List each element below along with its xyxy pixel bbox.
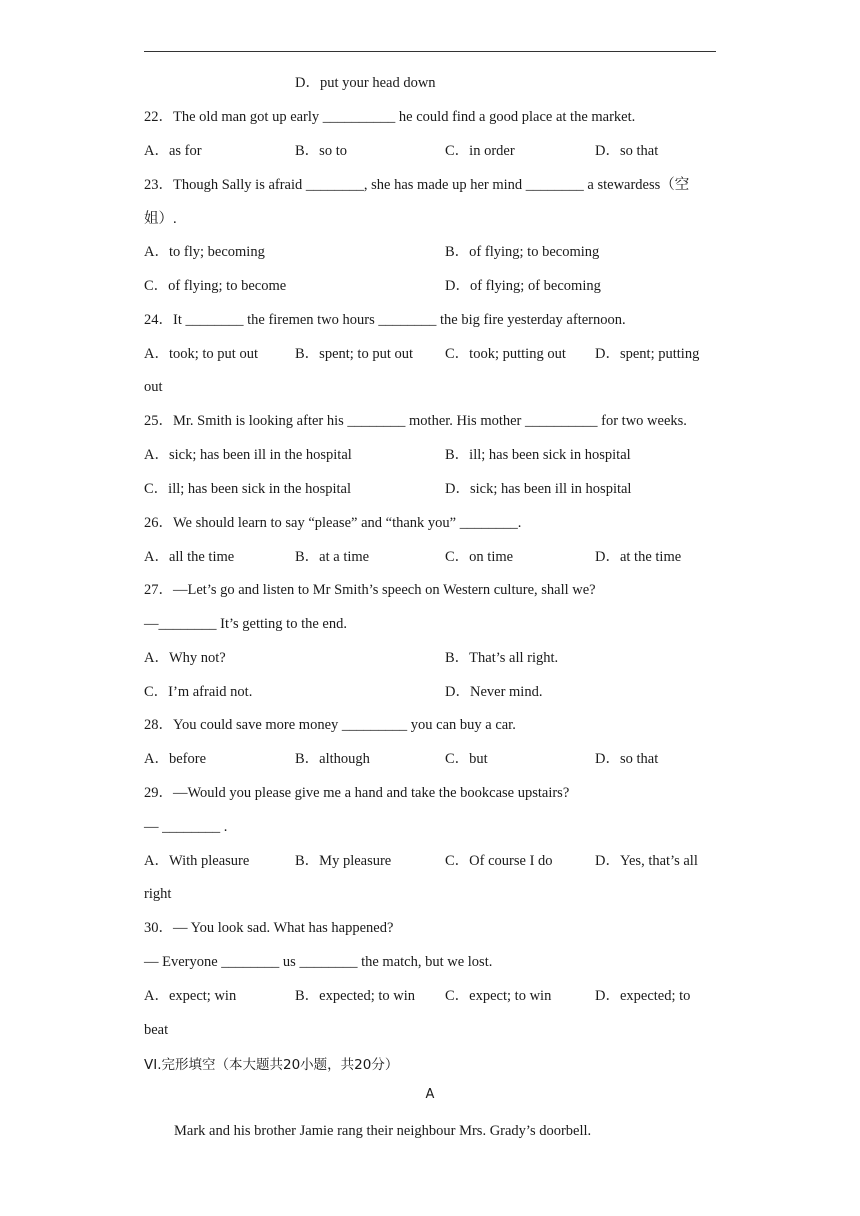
q28-option-b: B．although — [295, 751, 370, 767]
q24-option-d-cont: out — [144, 379, 163, 395]
q25-option-d: D．sick; has been ill in hospital — [445, 481, 632, 497]
q25-option-b: B．ill; has been sick in hospital — [445, 447, 631, 463]
q29-option-a: A．With pleasure — [144, 853, 250, 869]
q26-option-b: B．at a time — [295, 549, 370, 565]
q30-option-d-cont: beat — [144, 1022, 169, 1038]
q29-option-d-cont: right — [144, 886, 172, 902]
q30-option-c: C．expect; to win — [445, 988, 552, 1004]
header-rule — [144, 51, 716, 52]
q27-stem: 27．—Let’s go and listen to Mr Smith’s speech on Western culture, shall we? — [144, 582, 596, 598]
q24-option-b: B．spent; to put out — [295, 346, 414, 362]
q28-option-c: C．but — [445, 751, 488, 767]
q29-option-c: C．Of course I do — [445, 853, 553, 869]
q29-stem-cont: — ________ . — [144, 819, 228, 835]
q30-option-b: B．expected; to win — [295, 988, 416, 1004]
q22-option-c: C．in order — [445, 143, 515, 159]
q22-stem: 22．The old man got up early __________ he could find a good place at the market. — [144, 109, 636, 125]
q24-option-d: D．spent; putting — [595, 346, 700, 362]
section-title: VI.完形填空（本大题共20小题，共20分） — [144, 1057, 399, 1073]
q30-stem: 30．— You look sad. What has happened? — [144, 920, 394, 936]
q23-option-d: D．of flying; of becoming — [445, 278, 601, 294]
q25-stem: 25．Mr. Smith is looking after his ________ mother. His mother __________ for two weeks. — [144, 413, 687, 429]
q23-option-b: B．of flying; to becoming — [445, 244, 600, 260]
q26-stem: 26．We should learn to say “please” and “thank you” ________. — [144, 515, 522, 531]
q23-option-a: A．to fly; becoming — [144, 244, 265, 260]
q22-option-d: D．so that — [595, 143, 659, 159]
q26-option-c: C．on time — [445, 549, 514, 565]
q30-stem-cont: — Everyone ________ us ________ the match, but we lost. — [144, 954, 493, 970]
q25-option-c: C．ill; has been sick in the hospital — [144, 481, 352, 497]
passage-label: A — [425, 1087, 435, 1102]
q28-option-a: A．before — [144, 751, 207, 767]
q21-option-d: D．put your head down — [295, 75, 436, 91]
q22-option-b: B．so to — [295, 143, 347, 159]
q29-stem: 29．—Would you please give me a hand and take the bookcase upstairs? — [144, 785, 570, 801]
q23-stem-cont: 姐）. — [144, 211, 177, 227]
q23-stem: 23．Though Sally is afraid ________, she has made up her mind ________ a stewardess（空 — [144, 177, 690, 193]
q24-option-c: C．took; putting out — [445, 346, 566, 362]
q28-stem: 28．You could save more money _________ you can buy a car. — [144, 717, 516, 733]
q23-option-c: C．of flying; to become — [144, 278, 287, 294]
q29-option-d: D．Yes, that’s all — [595, 853, 698, 869]
q27-stem-cont: —________ It’s getting to the end. — [144, 616, 347, 632]
q29-option-b: B．My pleasure — [295, 853, 392, 869]
q30-option-a: A．expect; win — [144, 988, 237, 1004]
q27-option-a: A．Why not? — [144, 650, 226, 666]
q27-option-d: D．Never mind. — [445, 684, 543, 700]
q27-option-b: B．That’s all right. — [445, 650, 559, 666]
q28-option-d: D．so that — [595, 751, 659, 767]
q24-option-a: A．took; to put out — [144, 346, 258, 362]
q27-option-c: C．I’m afraid not. — [144, 684, 253, 700]
q30-option-d: D．expected; to — [595, 988, 691, 1004]
q24-stem: 24．It ________ the firemen two hours ________ the big fire yesterday afternoon. — [144, 312, 626, 328]
q22-option-a: A．as for — [144, 143, 202, 159]
q26-option-d: D．at the time — [595, 549, 682, 565]
q25-option-a: A．sick; has been ill in the hospital — [144, 447, 352, 463]
q26-option-a: A．all the time — [144, 549, 235, 565]
passage-first-line: Mark and his brother Jamie rang their neighbour Mrs. Grady’s doorbell. — [174, 1123, 592, 1139]
